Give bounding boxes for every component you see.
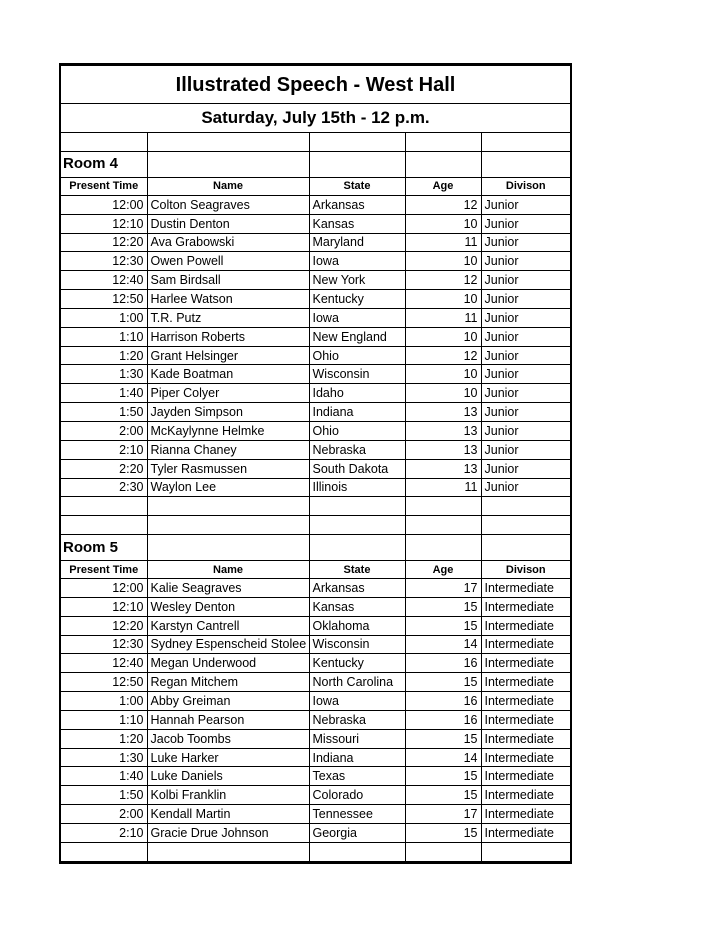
cell-age: 15 — [405, 616, 481, 635]
table-row — [61, 365, 570, 384]
cell-division: Junior — [481, 214, 570, 233]
cell-present-time: 2:00 — [61, 421, 147, 440]
cell-state: New England — [309, 327, 405, 346]
table-row — [61, 729, 570, 748]
cell-division: Junior — [481, 384, 570, 403]
header-division: Divison — [481, 177, 570, 195]
cell-name: Tyler Rasmussen — [147, 459, 309, 478]
cell-division: Intermediate — [481, 805, 570, 824]
empty-cell — [481, 151, 570, 177]
cell-name: Hannah Pearson — [147, 710, 309, 729]
cell-division: Junior — [481, 308, 570, 327]
header-age: Age — [405, 177, 481, 195]
cell-state: South Dakota — [309, 459, 405, 478]
cell-division: Junior — [481, 478, 570, 497]
cell-age: 17 — [405, 579, 481, 598]
table-row — [61, 346, 570, 365]
cell-present-time: 1:10 — [61, 327, 147, 346]
empty-cell — [405, 151, 481, 177]
column-header-row — [61, 177, 570, 195]
cell-name: Rianna Chaney — [147, 440, 309, 459]
cell-state: Nebraska — [309, 440, 405, 459]
cell-present-time: 1:20 — [61, 729, 147, 748]
cell-present-time: 12:20 — [61, 616, 147, 635]
header-name: Name — [147, 561, 309, 579]
cell-present-time: 1:00 — [61, 692, 147, 711]
table-row — [61, 421, 570, 440]
cell-age: 10 — [405, 290, 481, 309]
table-row — [61, 616, 570, 635]
empty-cell — [309, 842, 405, 861]
room-heading-row — [61, 535, 570, 561]
cell-present-time: 12:30 — [61, 635, 147, 654]
cell-age: 12 — [405, 346, 481, 365]
cell-division: Intermediate — [481, 616, 570, 635]
cell-age: 11 — [405, 308, 481, 327]
cell-division: Junior — [481, 233, 570, 252]
cell-name: Owen Powell — [147, 252, 309, 271]
cell-state: Texas — [309, 767, 405, 786]
spacer-row — [61, 516, 570, 535]
cell-present-time: 2:10 — [61, 824, 147, 843]
cell-present-time: 2:10 — [61, 440, 147, 459]
table-row — [61, 195, 570, 214]
cell-name: Harlee Watson — [147, 290, 309, 309]
cell-state: Illinois — [309, 478, 405, 497]
cell-age: 16 — [405, 710, 481, 729]
cell-present-time: 1:30 — [61, 748, 147, 767]
cell-division: Intermediate — [481, 635, 570, 654]
table-row — [61, 271, 570, 290]
table-row — [61, 214, 570, 233]
table-row — [61, 597, 570, 616]
empty-cell — [405, 516, 481, 535]
empty-cell — [147, 516, 309, 535]
cell-present-time: 1:40 — [61, 767, 147, 786]
empty-cell — [147, 842, 309, 861]
cell-name: Wesley Denton — [147, 597, 309, 616]
cell-age: 12 — [405, 195, 481, 214]
table-row — [61, 786, 570, 805]
cell-division: Intermediate — [481, 824, 570, 843]
cell-age: 15 — [405, 824, 481, 843]
room-label: Room 4 — [61, 151, 147, 177]
cell-age: 13 — [405, 459, 481, 478]
cell-present-time: 12:10 — [61, 214, 147, 233]
cell-state: Kentucky — [309, 654, 405, 673]
table-row — [61, 384, 570, 403]
room-heading-row — [61, 151, 570, 177]
cell-age: 16 — [405, 654, 481, 673]
cell-name: Karstyn Cantrell — [147, 616, 309, 635]
cell-division: Junior — [481, 440, 570, 459]
cell-name: Harrison Roberts — [147, 327, 309, 346]
cell-state: Kansas — [309, 214, 405, 233]
cell-present-time: 1:20 — [61, 346, 147, 365]
cell-present-time: 12:00 — [61, 195, 147, 214]
cell-name: Sam Birdsall — [147, 271, 309, 290]
spacer-row — [61, 497, 570, 516]
cell-state: Arkansas — [309, 195, 405, 214]
cell-division: Junior — [481, 252, 570, 271]
cell-age: 15 — [405, 786, 481, 805]
cell-state: Oklahoma — [309, 616, 405, 635]
cell-age: 12 — [405, 271, 481, 290]
cell-state: Iowa — [309, 252, 405, 271]
cell-present-time: 2:30 — [61, 478, 147, 497]
schedule-table — [61, 65, 570, 862]
cell-age: 10 — [405, 365, 481, 384]
subtitle-row — [61, 104, 570, 133]
cell-state: Ohio — [309, 421, 405, 440]
cell-present-time: 1:30 — [61, 365, 147, 384]
cell-present-time: 2:20 — [61, 459, 147, 478]
column-header-row — [61, 561, 570, 579]
empty-cell — [405, 133, 481, 152]
cell-present-time: 12:50 — [61, 673, 147, 692]
empty-cell — [481, 535, 570, 561]
cell-division: Junior — [481, 421, 570, 440]
table-row — [61, 579, 570, 598]
empty-cell — [309, 516, 405, 535]
cell-division: Intermediate — [481, 597, 570, 616]
cell-state: Tennessee — [309, 805, 405, 824]
empty-cell — [481, 133, 570, 152]
header-state: State — [309, 177, 405, 195]
table-row — [61, 710, 570, 729]
cell-name: T.R. Putz — [147, 308, 309, 327]
cell-age: 15 — [405, 597, 481, 616]
table-row — [61, 748, 570, 767]
cell-name: Kalie Seagraves — [147, 579, 309, 598]
empty-cell — [61, 133, 147, 152]
cell-age: 10 — [405, 214, 481, 233]
table-row — [61, 824, 570, 843]
cell-state: Arkansas — [309, 579, 405, 598]
cell-name: Luke Harker — [147, 748, 309, 767]
table-row — [61, 673, 570, 692]
header-present-time: Present Time — [61, 561, 147, 579]
cell-age: 13 — [405, 440, 481, 459]
header-state: State — [309, 561, 405, 579]
cell-state: Missouri — [309, 729, 405, 748]
cell-age: 10 — [405, 327, 481, 346]
cell-present-time: 12:50 — [61, 290, 147, 309]
cell-age: 16 — [405, 692, 481, 711]
cell-age: 14 — [405, 635, 481, 654]
cell-present-time: 2:00 — [61, 805, 147, 824]
empty-cell — [309, 497, 405, 516]
cell-present-time: 12:30 — [61, 252, 147, 271]
cell-age: 10 — [405, 252, 481, 271]
table-row — [61, 692, 570, 711]
cell-state: Wisconsin — [309, 635, 405, 654]
cell-age: 15 — [405, 729, 481, 748]
cell-division: Junior — [481, 459, 570, 478]
cell-state: North Carolina — [309, 673, 405, 692]
header-age: Age — [405, 561, 481, 579]
cell-age: 15 — [405, 767, 481, 786]
spacer-row — [61, 842, 570, 861]
empty-cell — [61, 842, 147, 861]
cell-name: Ava Grabowski — [147, 233, 309, 252]
cell-division: Intermediate — [481, 692, 570, 711]
cell-division: Intermediate — [481, 767, 570, 786]
schedule-body — [61, 66, 570, 862]
cell-age: 15 — [405, 673, 481, 692]
empty-cell — [481, 842, 570, 861]
cell-present-time: 12:20 — [61, 233, 147, 252]
cell-division: Intermediate — [481, 729, 570, 748]
table-row — [61, 459, 570, 478]
empty-cell — [405, 497, 481, 516]
empty-cell — [405, 535, 481, 561]
cell-division: Intermediate — [481, 786, 570, 805]
cell-state: Idaho — [309, 384, 405, 403]
table-row — [61, 478, 570, 497]
cell-age: 11 — [405, 478, 481, 497]
cell-age: 10 — [405, 384, 481, 403]
cell-name: Grant Helsinger — [147, 346, 309, 365]
cell-division: Junior — [481, 403, 570, 422]
schedule-sheet — [59, 63, 572, 864]
empty-cell — [61, 516, 147, 535]
table-row — [61, 654, 570, 673]
cell-name: Megan Underwood — [147, 654, 309, 673]
cell-name: Kendall Martin — [147, 805, 309, 824]
table-row — [61, 252, 570, 271]
empty-cell — [405, 842, 481, 861]
cell-division: Intermediate — [481, 654, 570, 673]
empty-cell — [147, 151, 309, 177]
cell-state: Indiana — [309, 403, 405, 422]
cell-age: 13 — [405, 421, 481, 440]
cell-name: Colton Seagraves — [147, 195, 309, 214]
cell-name: Jayden Simpson — [147, 403, 309, 422]
title-row — [61, 66, 570, 104]
cell-name: Kolbi Franklin — [147, 786, 309, 805]
cell-state: Indiana — [309, 748, 405, 767]
cell-name: Gracie Drue Johnson — [147, 824, 309, 843]
cell-present-time: 1:10 — [61, 710, 147, 729]
cell-division: Intermediate — [481, 673, 570, 692]
cell-name: Kade Boatman — [147, 365, 309, 384]
cell-present-time: 12:40 — [61, 271, 147, 290]
cell-age: 13 — [405, 403, 481, 422]
empty-cell — [147, 535, 309, 561]
cell-state: Iowa — [309, 692, 405, 711]
cell-present-time: 12:10 — [61, 597, 147, 616]
cell-division: Intermediate — [481, 748, 570, 767]
cell-name: Luke Daniels — [147, 767, 309, 786]
cell-name: Abby Greiman — [147, 692, 309, 711]
cell-division: Junior — [481, 346, 570, 365]
table-row — [61, 290, 570, 309]
table-row — [61, 635, 570, 654]
empty-cell — [309, 535, 405, 561]
cell-state: Nebraska — [309, 710, 405, 729]
room-label: Room 5 — [61, 535, 147, 561]
table-row — [61, 767, 570, 786]
cell-state: Maryland — [309, 233, 405, 252]
table-row — [61, 403, 570, 422]
header-name: Name — [147, 177, 309, 195]
empty-cell — [309, 151, 405, 177]
cell-present-time: 1:50 — [61, 786, 147, 805]
cell-state: New York — [309, 271, 405, 290]
cell-division: Junior — [481, 290, 570, 309]
header-present-time: Present Time — [61, 177, 147, 195]
cell-present-time: 12:40 — [61, 654, 147, 673]
cell-state: Iowa — [309, 308, 405, 327]
table-row — [61, 233, 570, 252]
table-row — [61, 440, 570, 459]
cell-state: Wisconsin — [309, 365, 405, 384]
cell-state: Georgia — [309, 824, 405, 843]
cell-name: Dustin Denton — [147, 214, 309, 233]
header-division: Divison — [481, 561, 570, 579]
cell-name: Jacob Toombs — [147, 729, 309, 748]
cell-name: Sydney Espenscheid Stolee — [147, 635, 309, 654]
cell-present-time: 1:50 — [61, 403, 147, 422]
cell-age: 17 — [405, 805, 481, 824]
table-row — [61, 327, 570, 346]
table-row — [61, 805, 570, 824]
cell-name: Regan Mitchem — [147, 673, 309, 692]
empty-cell — [481, 497, 570, 516]
page-subtitle: Saturday, July 15th - 12 p.m. — [61, 104, 570, 133]
cell-state: Colorado — [309, 786, 405, 805]
cell-division: Intermediate — [481, 579, 570, 598]
empty-cell — [61, 497, 147, 516]
cell-state: Kentucky — [309, 290, 405, 309]
empty-cell — [309, 133, 405, 152]
spacer-row — [61, 133, 570, 152]
cell-name: McKaylynne Helmke — [147, 421, 309, 440]
empty-cell — [147, 497, 309, 516]
cell-division: Junior — [481, 365, 570, 384]
cell-present-time: 1:40 — [61, 384, 147, 403]
cell-division: Junior — [481, 195, 570, 214]
cell-name: Piper Colyer — [147, 384, 309, 403]
empty-cell — [147, 133, 309, 152]
cell-age: 11 — [405, 233, 481, 252]
cell-state: Ohio — [309, 346, 405, 365]
cell-division: Junior — [481, 327, 570, 346]
cell-division: Junior — [481, 271, 570, 290]
cell-state: Kansas — [309, 597, 405, 616]
empty-cell — [481, 516, 570, 535]
cell-present-time: 12:00 — [61, 579, 147, 598]
table-row — [61, 308, 570, 327]
cell-present-time: 1:00 — [61, 308, 147, 327]
cell-division: Intermediate — [481, 710, 570, 729]
cell-name: Waylon Lee — [147, 478, 309, 497]
page-title: Illustrated Speech - West Hall — [61, 66, 570, 104]
cell-age: 14 — [405, 748, 481, 767]
